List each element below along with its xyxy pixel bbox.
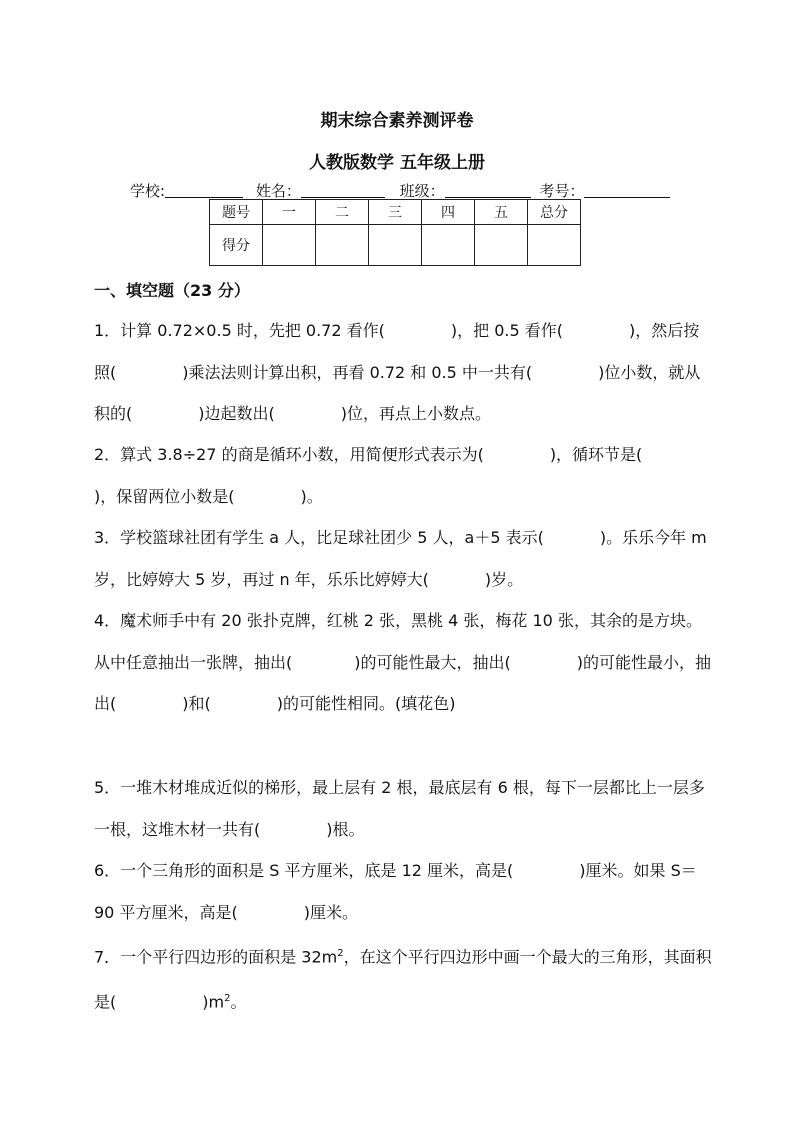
school-label: 学校: [130,182,166,200]
score-header-cell: 总分 [528,200,581,225]
score-cell[interactable] [263,225,316,266]
q2-text: )。 [300,486,323,506]
q1-text: )乘法法则计算出积，再看 0.72 和 0.5 中一共有( [182,362,533,382]
student-info-line [130,180,670,201]
q7-text: ，在这个平行四边形中画一个最大的三角形，其面积是( [94,947,712,1012]
score-row-label: 得分 [210,225,263,266]
q4-text: )和( [182,694,211,713]
exam-subtitle: 人教版数学 五年级上册 [309,153,485,173]
score-header-cell: 二 [316,200,369,225]
q7-text: 。 [230,992,247,1012]
q6-text: 6．一个三角形的面积是 S 平方厘米，底是 12 厘米，高是( [94,861,514,880]
exam-title: 期末综合素养测评卷 [320,111,474,131]
name-blank[interactable] [301,182,385,198]
q4-text: )的可能性最小，抽出( [94,652,711,713]
score-cell[interactable] [369,225,422,266]
score-header-cell: 四 [422,200,475,225]
school-blank[interactable] [165,182,243,198]
question-1 [94,310,714,435]
superscript: 2 [337,948,344,959]
q1-text: )，然后按照( [94,321,700,382]
q5-text: 5．一堆木材堆成近似的梯形，最上层有 2 根，最底层有 6 根，每下一层都比上一层多一根，这堆木材一共有( [94,778,705,839]
question-2 [94,434,714,517]
q1-text: )边起数出( [198,404,275,423]
q5-text: )根。 [326,819,365,839]
q6-text: )厘米。 [303,902,358,922]
superscript: 2 [224,992,231,1004]
score-cell[interactable] [316,225,369,266]
id-label: 考号： [539,182,585,200]
question-4 [94,600,714,725]
score-header-cell: 三 [369,200,422,225]
q4-text: )的可能性相同。(填花色) [276,694,456,713]
question-5 [94,767,714,850]
q6-text: )厘米。如果 S＝90 平方厘米，高是( [94,861,697,922]
q1-text: )位，再点上小数点。 [340,404,491,423]
q3-text: 3．学校篮球社团有学生 a 人，比足球社团少 5 人，a＋5 表示( [94,528,544,547]
q3-text: )。乐乐今年 m 岁，比婷婷大 5 岁，再过 n 年，乐乐比婷婷大( [94,528,707,589]
q1-text: )位小数，就从积的( [94,362,701,423]
q3-text: )岁。 [484,569,524,589]
question-7 [94,933,714,1023]
score-header-cell: 一 [263,200,316,225]
name-label: 姓名： [255,182,301,200]
score-cell[interactable] [528,225,581,266]
class-blank[interactable] [445,182,531,198]
score-cell[interactable] [422,225,475,266]
score-header-cell: 五 [475,200,528,225]
q2-text: 2．算式 3.8÷27 的商是循环小数，用简便形式表示为( [94,445,484,464]
q4-text: )的可能性最大，抽出( [354,652,511,672]
q1-text: )，把 0.5 看作( [450,321,563,340]
score-cell[interactable] [475,225,528,266]
q2-text: )，保留两位小数是( [94,486,235,506]
q4-text: 4．魔术师手中有 20 张扑克牌，红桃 2 张，黑桃 4 张，梅花 10 张，其余的是方块。从中任意抽出一张牌，抽出( [94,611,702,672]
class-label: 班级： [399,182,445,200]
question-6 [94,850,714,933]
score-table [209,199,581,266]
score-table-header-row [210,200,581,225]
q1-text: 1．计算 0.72×0.5 时，先把 0.72 看作( [94,321,385,340]
section-title: 一、填空题（23 分） [94,281,250,300]
q2-text: )，循环节是( [549,445,643,464]
id-blank[interactable] [584,182,670,198]
score-header-cell: 题号 [210,200,263,225]
question-3 [94,517,714,600]
q7-text: )m [202,992,225,1012]
score-table-score-row [210,225,581,266]
q7-text: 7．一个平行四边形的面积是 32m [94,947,338,967]
